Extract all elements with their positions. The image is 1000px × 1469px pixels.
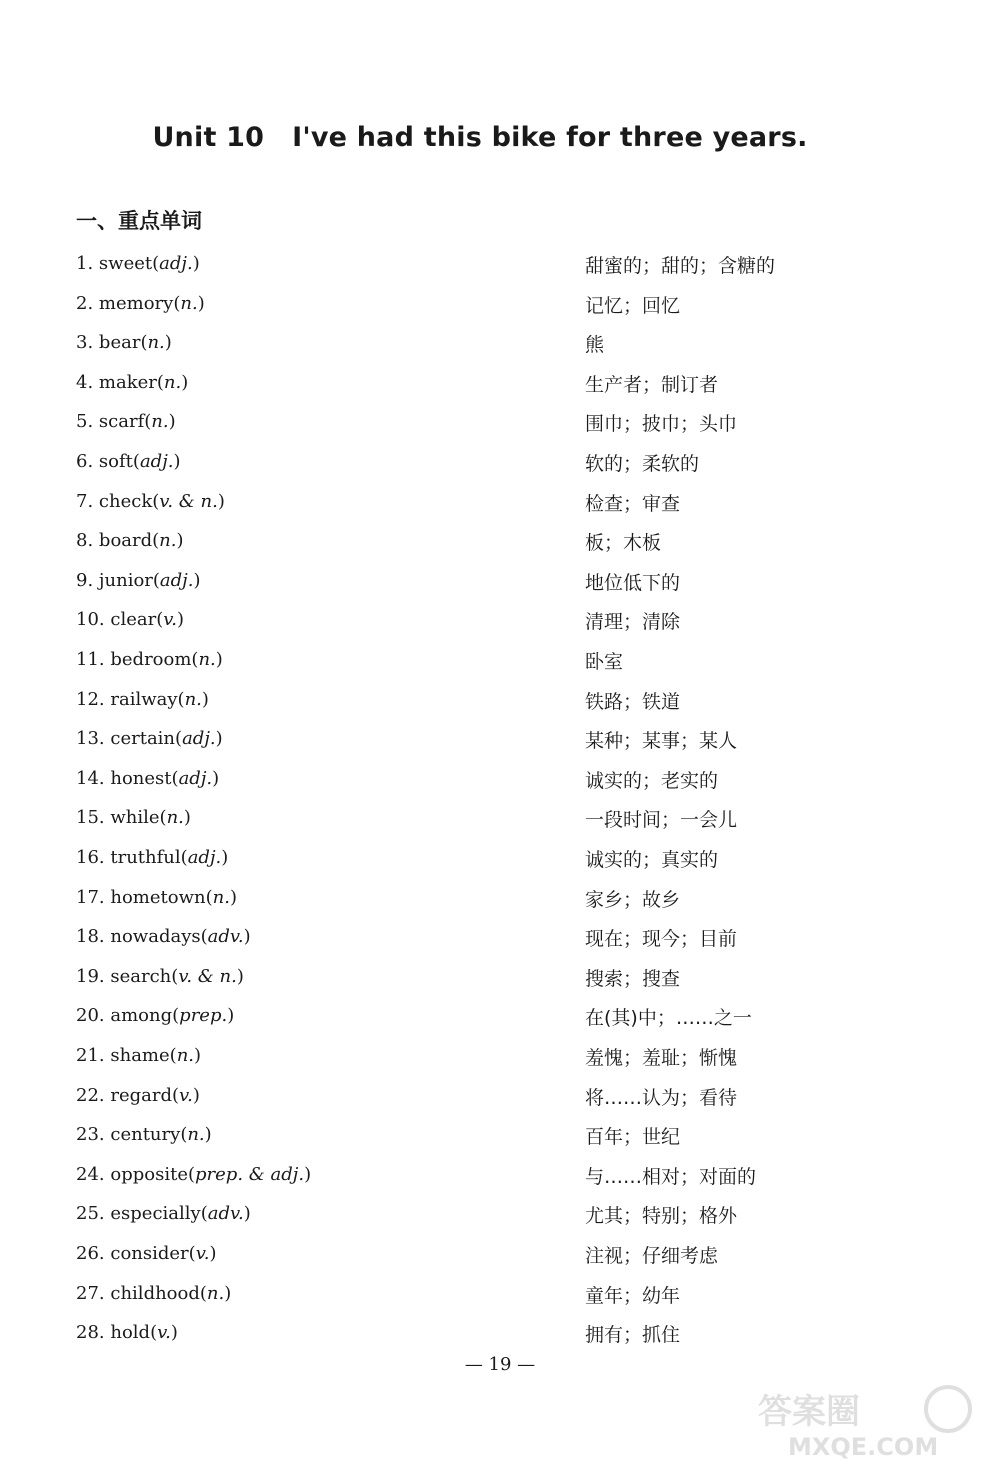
vocab-part-of-speech: v. — [157, 1322, 171, 1344]
unit-heading: I've had this bike for three years. — [292, 122, 808, 153]
vocab-row — [0, 328, 1000, 358]
vocab-row — [0, 605, 1000, 635]
vocab-part-of-speech: n. — [166, 807, 184, 829]
vocab-row — [0, 249, 1000, 279]
vocab-number: 18. — [76, 926, 105, 948]
vocab-number: 14. — [76, 767, 105, 789]
vocab-row — [0, 1239, 1000, 1269]
vocab-number: 20. — [76, 1005, 105, 1027]
vocab-word: 5. scarf(n.) — [76, 411, 176, 433]
vocab-meaning: 围巾；披巾；头巾 — [585, 413, 738, 436]
vocab-meaning: 现在；现今；目前 — [585, 928, 738, 951]
vocab-word: 1. sweet(adj.) — [76, 253, 200, 274]
vocab-part-of-speech: n. — [198, 649, 216, 670]
vocab-meaning: 尤其；特别；格外 — [585, 1205, 738, 1228]
vocab-headword: among — [110, 1005, 173, 1027]
vocab-meaning: 地位低下的 — [585, 571, 681, 594]
vocab-row — [0, 487, 1000, 517]
vocab-number: 3. — [76, 332, 94, 354]
vocab-word: 3. bear(n.) — [76, 332, 172, 354]
vocab-row — [0, 1318, 1000, 1348]
vocab-row — [0, 803, 1000, 833]
vocab-headword: sweet — [98, 253, 153, 274]
vocab-part-of-speech: n. — [212, 886, 230, 908]
vocab-meaning: 生产者；制订者 — [585, 373, 719, 396]
watermark-logo-text: 答案圈 — [758, 1392, 860, 1432]
vocab-number: 11. — [76, 649, 105, 670]
vocab-number: 6. — [76, 451, 94, 472]
vocab-number: 25. — [76, 1203, 105, 1225]
vocab-number: 10. — [76, 609, 105, 631]
vocab-meaning: 在(其)中；……之一 — [585, 1007, 752, 1030]
vocab-row — [0, 922, 1000, 952]
vocab-word: 16. truthful(adj.) — [76, 847, 229, 868]
vocab-part-of-speech: n. — [187, 1124, 205, 1146]
vocab-meaning: 童年；幼年 — [585, 1284, 681, 1307]
vocab-meaning: 家乡；故乡 — [585, 888, 681, 911]
vocab-meaning: 熊 — [585, 334, 605, 357]
vocab-word: 19. search(v. & n.) — [76, 965, 244, 987]
vocab-meaning: 诚实的；真实的 — [585, 849, 719, 871]
vocab-meaning: 某种；某事；某人 — [585, 730, 738, 753]
vocab-number: 2. — [76, 292, 94, 314]
vocab-word: 4. maker(n.) — [76, 371, 189, 393]
vocab-part-of-speech: n. — [151, 411, 169, 433]
vocab-meaning: 记忆；回忆 — [585, 294, 681, 317]
vocab-number: 22. — [76, 1084, 105, 1106]
vocab-part-of-speech: v. — [179, 1084, 193, 1106]
vocab-part-of-speech: v. & n. — [159, 490, 218, 512]
watermark-logo — [748, 1381, 988, 1461]
vocab-word: 22. regard(v.) — [76, 1084, 200, 1106]
vocab-headword: shame — [110, 1045, 170, 1066]
vocab-word: 23. century(n.) — [76, 1124, 212, 1146]
vocab-meaning: 检查；审查 — [585, 492, 681, 515]
vocab-row — [0, 1279, 1000, 1309]
vocab-part-of-speech: n. — [180, 292, 198, 314]
vocab-word: 13. certain(adj.) — [76, 728, 223, 750]
vocab-word: 21. shame(n.) — [76, 1045, 202, 1066]
vocab-row — [0, 724, 1000, 754]
vocab-row — [0, 1120, 1000, 1150]
vocab-word: 6. soft(adj.) — [76, 451, 181, 472]
vocab-part-of-speech: v. — [195, 1243, 210, 1264]
vocab-headword: board — [98, 530, 153, 552]
vocab-headword: nowadays — [110, 926, 201, 948]
vocab-row — [0, 764, 1000, 794]
vocab-part-of-speech: adj. — [182, 728, 216, 750]
vocab-word: 20. among(prep.) — [76, 1005, 235, 1027]
vocab-meaning: 一段时间；一会儿 — [585, 809, 738, 832]
vocab-headword: soft — [98, 451, 133, 472]
vocab-part-of-speech: prep. & adj. — [195, 1163, 305, 1185]
vocab-word: 15. while(n.) — [76, 807, 191, 829]
vocab-row — [0, 407, 1000, 437]
section-title: 一、重点单词 — [76, 209, 202, 233]
vocab-part-of-speech: adj. — [139, 451, 174, 472]
vocab-word: 2. memory(n.) — [76, 292, 205, 314]
vocab-number: 19. — [76, 965, 105, 987]
vocab-meaning: 软的；柔软的 — [585, 453, 700, 475]
vocab-headword: honest — [110, 767, 172, 789]
vocab-meaning: 羞愧；羞耻；惭愧 — [585, 1047, 738, 1069]
vocab-meaning: 将……认为；看待 — [585, 1086, 738, 1109]
vocab-word: 14. honest(adj.) — [76, 767, 220, 789]
watermark-site-text: MXQE.COM — [788, 1433, 939, 1461]
vocab-part-of-speech: n. — [206, 1282, 225, 1304]
vocab-row — [0, 962, 1000, 992]
vocab-headword: while — [110, 807, 160, 829]
vocab-number: 12. — [76, 688, 105, 710]
vocab-number: 28. — [76, 1322, 105, 1344]
vocab-part-of-speech: n. — [176, 1045, 195, 1066]
vocab-number: 15. — [76, 807, 105, 829]
vocab-meaning: 板；木板 — [585, 532, 662, 555]
unit-title — [0, 122, 960, 153]
vocab-row — [0, 1041, 1000, 1071]
vocab-number: 8. — [76, 530, 94, 552]
vocab-number: 21. — [76, 1045, 105, 1066]
vocab-row — [0, 289, 1000, 319]
vocab-headword: especially — [110, 1203, 201, 1225]
vocab-headword: consider — [110, 1243, 189, 1264]
vocab-row — [0, 1081, 1000, 1111]
vocab-number: 9. — [76, 569, 94, 591]
vocab-part-of-speech: adv. — [207, 926, 244, 948]
vocab-part-of-speech: n. — [147, 332, 165, 354]
vocab-part-of-speech: n. — [184, 688, 202, 710]
vocab-meaning: 拥有；抓住 — [585, 1324, 681, 1347]
vocab-number: 16. — [76, 847, 105, 868]
vocab-part-of-speech: prep. — [179, 1005, 228, 1027]
vocab-part-of-speech: adj. — [187, 847, 222, 868]
vocab-part-of-speech: adv. — [207, 1203, 244, 1225]
vocab-number: 4. — [76, 371, 94, 393]
vocab-headword: check — [98, 490, 153, 512]
vocab-meaning: 百年；世纪 — [585, 1126, 681, 1149]
vocab-part-of-speech: n. — [159, 530, 177, 552]
vocab-word: 9. junior(adj.) — [76, 569, 201, 591]
vocab-headword: certain — [110, 728, 176, 750]
vocab-word: 7. check(v. & n.) — [76, 490, 225, 512]
vocab-word: 25. especially(adv.) — [76, 1203, 251, 1225]
vocab-word: 28. hold(v.) — [76, 1322, 178, 1344]
vocab-word: 10. clear(v.) — [76, 609, 185, 631]
vocab-word: 24. opposite(prep. & adj.) — [76, 1163, 312, 1185]
vocab-row — [0, 526, 1000, 556]
vocab-headword: regard — [110, 1084, 173, 1106]
vocab-headword: scarf — [98, 411, 145, 433]
vocab-part-of-speech: adj. — [178, 767, 213, 789]
vocab-part-of-speech: v. — [163, 609, 177, 631]
vocab-word: 12. railway(n.) — [76, 688, 209, 710]
vocab-headword: bedroom — [110, 649, 192, 670]
vocab-headword: railway — [110, 688, 178, 710]
vocab-number: 1. — [76, 253, 94, 274]
vocab-number: 7. — [76, 490, 94, 512]
unit-number: Unit 10 — [152, 122, 265, 153]
vocab-meaning: 诚实的；老实的 — [585, 769, 719, 792]
vocab-headword: memory — [98, 292, 174, 314]
vocab-meaning: 注视；仔细考虑 — [585, 1245, 719, 1267]
vocab-row — [0, 645, 1000, 675]
vocab-number: 26. — [76, 1243, 105, 1264]
vocab-number: 5. — [76, 411, 94, 433]
vocab-word: 18. nowadays(adv.) — [76, 926, 251, 948]
vocab-word: 17. hometown(n.) — [76, 886, 237, 908]
vocab-row — [0, 685, 1000, 715]
vocab-headword: truthful — [110, 847, 181, 868]
vocab-word: 8. board(n.) — [76, 530, 184, 552]
vocab-number: 17. — [76, 886, 105, 908]
vocab-row — [0, 843, 1000, 873]
vocab-meaning: 清理；清除 — [585, 611, 681, 634]
vocab-row — [0, 368, 1000, 398]
vocab-word: 26. consider(v.) — [76, 1243, 217, 1264]
vocab-row — [0, 883, 1000, 913]
vocab-part-of-speech: n. — [163, 371, 182, 393]
vocab-headword: opposite — [110, 1163, 188, 1185]
vocab-row — [0, 1160, 1000, 1190]
vocab-word: 27. childhood(n.) — [76, 1282, 232, 1304]
vocab-headword: search — [110, 965, 172, 987]
vocab-headword: junior — [98, 569, 153, 591]
vocab-headword: hold — [110, 1322, 151, 1344]
vocab-number: 13. — [76, 728, 105, 750]
vocab-meaning: 铁路；铁道 — [585, 690, 681, 713]
vocab-part-of-speech: adj. — [159, 253, 193, 274]
vocab-meaning: 搜索；搜查 — [585, 967, 681, 990]
vocab-meaning: 甜蜜的；甜的；含糖的 — [585, 255, 776, 277]
vocab-headword: hometown — [110, 886, 206, 908]
vocab-number: 27. — [76, 1282, 105, 1304]
vocab-number: 23. — [76, 1124, 105, 1146]
vocab-headword: century — [110, 1124, 181, 1146]
vocab-headword: bear — [98, 332, 141, 354]
page-number: — 19 — — [464, 1354, 536, 1375]
vocab-headword: childhood — [110, 1282, 200, 1304]
vocab-word: 11. bedroom(n.) — [76, 649, 223, 670]
vocab-number: 24. — [76, 1163, 105, 1185]
vocab-row — [0, 566, 1000, 596]
vocab-meaning: 卧室 — [585, 651, 624, 673]
vocab-headword: maker — [98, 371, 157, 393]
vocab-row — [0, 1199, 1000, 1229]
vocab-row — [0, 447, 1000, 477]
vocab-meaning: 与……相对；对面的 — [585, 1165, 757, 1188]
vocab-headword: clear — [110, 609, 157, 631]
vocab-row — [0, 1001, 1000, 1031]
vocab-part-of-speech: adj. — [159, 569, 194, 591]
vocab-part-of-speech: v. & n. — [178, 965, 237, 987]
